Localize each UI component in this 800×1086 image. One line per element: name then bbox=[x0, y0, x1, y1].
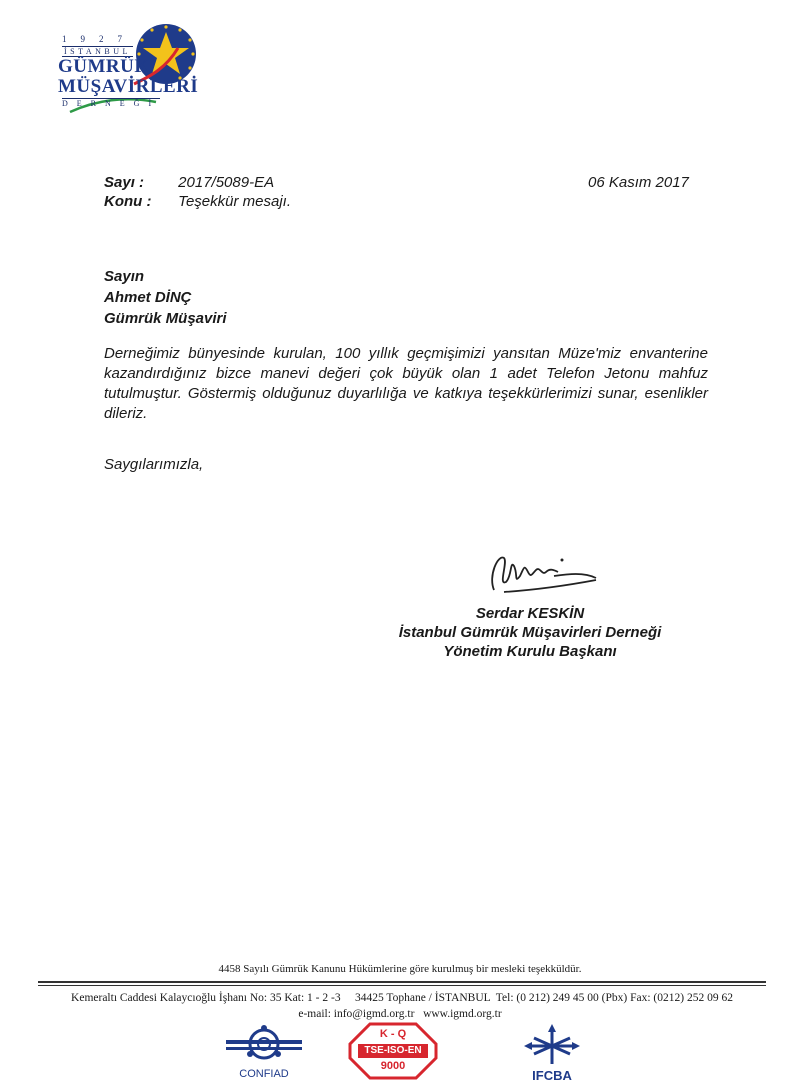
subject-text: Teşekkür mesajı. bbox=[178, 193, 291, 210]
logo-line-1: GÜMRÜK bbox=[58, 56, 150, 77]
ifcba-badge bbox=[520, 1024, 584, 1084]
quality-badge bbox=[348, 1022, 438, 1080]
quality-bottom: 9000 bbox=[380, 1060, 406, 1072]
signer-position: Yönetim Kurulu Başkanı bbox=[443, 643, 617, 660]
footer-address: Kemeraltı Caddesi Kalaycıoğlu İşhanı No: 35 Kat: 1 - 2 -3 34425 Tophane / İSTANBUL Tel: (0 212) 249 45 00 (Pbx) Fax: (0212) 252 09 62 bbox=[71, 992, 733, 1004]
signer-organization: İstanbul Gümrük Müşavirleri Derneği bbox=[398, 624, 662, 641]
subject-label: Konu : bbox=[104, 193, 152, 210]
confiad-label: CONFIAD bbox=[239, 1068, 289, 1080]
recipient-salutation: Sayın bbox=[104, 268, 145, 285]
reference-number: 2017/5089-EA bbox=[178, 174, 275, 191]
signer-name: Serdar KESKİN bbox=[475, 605, 585, 622]
footer-divider bbox=[38, 981, 766, 983]
quality-top: K - Q bbox=[379, 1028, 407, 1040]
signature-icon bbox=[484, 546, 604, 596]
ifcba-logo-icon bbox=[520, 1024, 584, 1068]
logo-line-2: MÜŞAVİRLERİ bbox=[58, 76, 199, 97]
letter-body: Derneğimiz bünyesinde kurulan, 100 yıllık geçmişimizi yansıtan Müze'miz envanterine kazandırdığınız bizce manevi değeri çok büyük olan 1 adet Telefon Jetonu mahfuz tutulmuştur. Göstermiş olduğunuz duyarlılığa ve katkıya teşekkürlerimizi sunar, esenlikler dileriz. bbox=[104, 345, 708, 422]
footer-note: 4458 Sayılı Gümrük Kanunu Hükümlerine göre kurulmuş bir mesleki teşekküldür. bbox=[218, 963, 582, 975]
confiad-logo-icon bbox=[226, 1022, 302, 1068]
logo-year: 1927 bbox=[62, 34, 136, 44]
reference-row bbox=[104, 174, 274, 191]
quality-mid: TSE-ISO-EN bbox=[364, 1045, 422, 1056]
footer-contact: e-mail: info@igmd.org.tr www.igmd.org.tr bbox=[298, 1008, 502, 1020]
recipient-title: Gümrük Müşaviri bbox=[104, 310, 227, 327]
footer-divider-thin bbox=[38, 985, 766, 986]
closing-line: Saygılarımızla, bbox=[104, 456, 204, 473]
reference-label: Sayı : bbox=[104, 174, 145, 191]
letter-date: 06 Kasım 2017 bbox=[588, 174, 689, 191]
recipient-name: Ahmet DİNÇ bbox=[104, 289, 192, 306]
association-logo bbox=[56, 18, 206, 118]
subject-row bbox=[104, 193, 291, 210]
confiad-badge bbox=[226, 1022, 302, 1082]
ifcba-label: IFCBA bbox=[532, 1068, 572, 1083]
signer-block bbox=[380, 604, 680, 661]
logo-line-3: DERNEĞİ bbox=[62, 99, 161, 108]
recipient-block bbox=[104, 266, 227, 329]
logo-city: İSTANBUL bbox=[64, 47, 131, 56]
